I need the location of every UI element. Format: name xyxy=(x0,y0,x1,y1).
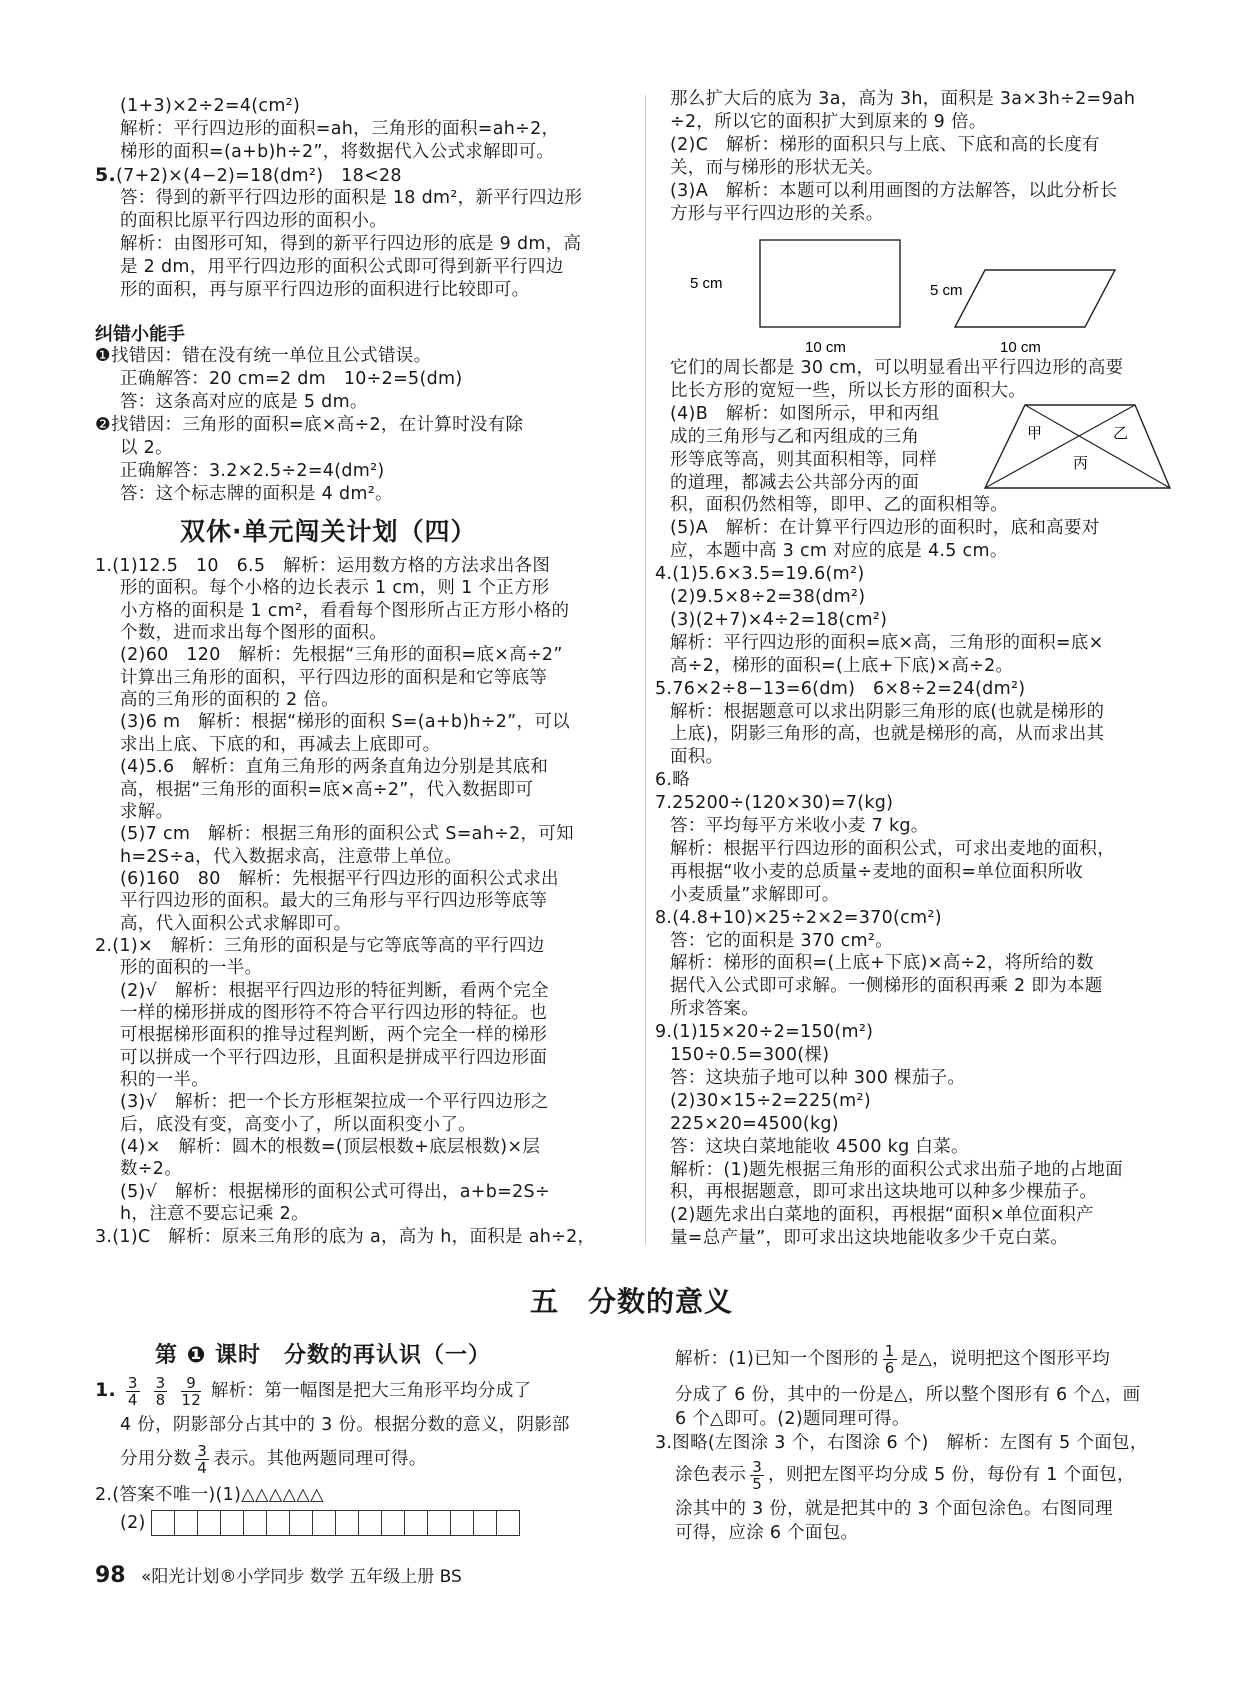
text-line: (3)A 解析：本题可以利用画图的方法解答，以此分析长 xyxy=(670,181,1118,201)
text-line: 量=总产量”，即可求出这块地能收多少千克白菜。 xyxy=(670,1228,1069,1249)
grid-cell xyxy=(381,1510,405,1536)
denominator: 5 xyxy=(752,1474,763,1493)
text-line: (3)6 m 解析：根据“梯形的面积 S=(a+b)h÷2”，可以 xyxy=(120,712,570,733)
text-line: (5)A 解析：在计算平行四边形的面积时，底和高要对 xyxy=(670,518,1100,539)
text-line: 梯形的面积=(a+b)h÷2”，将数据代入公式求解即可。 xyxy=(120,142,555,162)
grid-cell xyxy=(427,1510,451,1536)
text-line: 应，本题中高 3 cm 对应的底是 4.5 cm。 xyxy=(670,541,1008,562)
text-line: 高，代入面积公式求解即可。 xyxy=(120,913,352,934)
text-line: 答：这条高对应的底是 5 dm。 xyxy=(120,392,368,412)
fraction xyxy=(181,1375,201,1408)
text-line: 形等底等高，则其面积相等，同样 xyxy=(670,449,937,470)
text-line: 成的三角形与乙和丙组成的三角 xyxy=(670,426,920,447)
text-line: 形的面积的一半。 xyxy=(120,958,263,979)
fraction xyxy=(750,1459,764,1492)
text-line: (2)9.5×8÷2=38(dm²) xyxy=(670,587,866,607)
para-side-label: 5 cm xyxy=(930,282,963,299)
para-bottom-label: 10 cm xyxy=(1000,339,1041,356)
text-line: (2)√ 解析：根据平行四边形的特征判断，看两个完全 xyxy=(120,980,549,1001)
chapter-title: 五 分数的意义 xyxy=(530,1285,734,1318)
text-line: 解析：平行四边形的面积=ah，三角形的面积=ah÷2， xyxy=(120,119,560,139)
denominator: 12 xyxy=(181,1390,202,1409)
question-text: 解析：第一幅图是把大三角形平均分成了 xyxy=(210,1381,532,1401)
rectangle-shape xyxy=(760,240,900,327)
diagonal-line xyxy=(985,405,1135,488)
region-label-bing: 丙 xyxy=(1073,455,1089,472)
text-line: 8.(4.8+10)×25÷2×2=370(cm²) xyxy=(655,907,942,928)
text-line: (4)5.6 解析：直角三角形的两条直角边分别是其底和 xyxy=(120,757,549,778)
text-line xyxy=(675,1340,1110,1378)
text-fragment: 分用分数 xyxy=(120,1449,192,1469)
grid-cell xyxy=(312,1510,336,1536)
grid-cell xyxy=(473,1510,497,1536)
text-line: 解析：根据题意可以求出阴影三角形的底(也就是梯形的 xyxy=(670,701,1105,722)
rect-side-label: 5 cm xyxy=(690,275,723,292)
numerator: 3 xyxy=(197,1441,208,1460)
rectangle-parallelogram-figure xyxy=(670,230,1150,360)
trapezoid-shape xyxy=(985,405,1170,488)
text-line: (3)(2+7)×4÷2=18(cm²) xyxy=(670,609,888,630)
text-line: 高的三角形的面积的 2 倍。 xyxy=(120,690,339,711)
fraction xyxy=(126,1375,140,1408)
text-line: 所求答案。 xyxy=(670,999,759,1020)
text-line: 上底)，阴影三角形的高，也就是梯形的高，从而求出其 xyxy=(670,724,1105,745)
text-line: 答：这个标志牌的面积是 4 dm²。 xyxy=(120,484,393,504)
text-line: 的道理，都减去公共部分丙的面 xyxy=(670,472,920,493)
text-line: 积，再根据题意，即可求出这块地可以种多少棵茄子。 xyxy=(670,1182,1098,1203)
text-line: (2)60 120 解析：先根据“三角形的面积=底×高÷2” xyxy=(120,645,563,666)
text-line: 解析：梯形的面积=(上底+下底)×高÷2，将所给的数 xyxy=(670,953,1094,974)
text-line: ❶找错因：错在没有统一单位且公式错误。 xyxy=(95,346,432,366)
text-line: 可以拼成一个平行四边形，且面积是拼成平行四边形面 xyxy=(120,1047,548,1068)
text-line: 1.(1)12.5 10 6.5 解析：运用数方格的方法求出各图 xyxy=(95,556,551,576)
text-line: 它们的周长都是 30 cm，可以明显看出平行四边形的高要 xyxy=(670,358,1124,378)
text-line: 答：平均每平方米收小麦 7 kg。 xyxy=(670,816,929,836)
text-line: 2.(1)× 解析：三角形的面积是与它等底等高的平行四边 xyxy=(95,935,545,956)
grid-cell xyxy=(358,1510,382,1536)
text-line: 分成了 6 份，其中的一份是△，所以整个图形有 6 个△，画 xyxy=(675,1385,1141,1405)
text-line: (2) xyxy=(120,1513,146,1533)
page-footer xyxy=(95,1562,462,1588)
diagonal-line xyxy=(1025,405,1170,488)
text-line: 答：这块茄子地可以种 300 棵茄子。 xyxy=(670,1067,966,1088)
region-label-yi: 乙 xyxy=(1113,425,1129,442)
text-line xyxy=(675,1456,1135,1494)
text-fragment: 解析：(1)已知一个图形的 xyxy=(675,1349,879,1369)
text-line: (4)× 解析：圆木的根数=(顶层根数+底层根数)×层 xyxy=(120,1137,541,1158)
text-line: 是 2 dm，用平行四边形的面积公式即可得到新平行四边 xyxy=(120,257,564,277)
fraction xyxy=(195,1443,209,1476)
denominator: 8 xyxy=(155,1390,166,1409)
text-line: 答：它的面积是 370 cm²。 xyxy=(670,930,894,951)
text-line: 涂其中的 3 份，就是把其中的 3 个面包涂色。右图同理 xyxy=(675,1499,1113,1519)
text-line: 正确解答：3.2×2.5÷2=4(dm²) xyxy=(120,461,385,481)
numerator: 1 xyxy=(884,1341,895,1360)
text-line: 4 份，阴影部分占其中的 3 份。根据分数的意义，阴影部 xyxy=(120,1415,570,1435)
text-line: 平行四边形的面积。最大的三角形与平行四边形等底等 xyxy=(120,891,548,912)
text-line: 225×20=4500(kg) xyxy=(670,1113,839,1134)
text-line: 面积。 xyxy=(670,747,724,768)
question-number: 1. xyxy=(95,1379,117,1401)
question-number: 5. xyxy=(95,164,117,186)
text-line: 小方格的面积是 1 cm²，看看每个图形所占正方形小格的 xyxy=(120,600,570,621)
text-line: (2)C 解析：梯形的面积只与上底、下底和高的长度有 xyxy=(670,135,1100,155)
answer-grid xyxy=(152,1510,520,1536)
text-line: 比长方形的宽短一些，所以长方形的面积大。 xyxy=(670,380,1026,401)
text-line: 4.(1)5.6×3.5=19.6(m²) xyxy=(655,564,865,585)
text-line: 7.25200÷(120×30)=7(kg) xyxy=(655,793,894,814)
text-line: 高，根据“三角形的面积=底×高÷2”，代入数据即可 xyxy=(120,779,534,800)
text-line: 积的一半。 xyxy=(120,1070,209,1091)
text-line: 求解。 xyxy=(120,801,174,822)
text-line xyxy=(120,1440,427,1478)
text-line: 正确解答：20 cm=2 dm 10÷2=5(dm) xyxy=(120,369,463,389)
text-line: 据代入公式即可求解。一侧梯形的面积再乘 2 即为本题 xyxy=(670,976,1103,997)
grid-cell xyxy=(220,1510,244,1536)
text-line: 后，底没有变，高变小了，所以面积变小了。 xyxy=(120,1114,476,1135)
text-line: 一样的梯形拼成的图形符不符合平行四边形的特征。也 xyxy=(120,1003,548,1023)
text-line: 高÷2，梯形的面积=(上底+下底)×高÷2。 xyxy=(670,655,1014,676)
text-fragment: 是△，说明把这个图形平均 xyxy=(900,1349,1111,1369)
question-1 xyxy=(95,1368,531,1413)
text-line: (4)B 解析：如图所示，甲和丙组 xyxy=(670,403,940,424)
text-line: 关，而与梯形的形状无关。 xyxy=(670,158,884,178)
numerator: 9 xyxy=(181,1375,201,1392)
grid-cell xyxy=(243,1510,267,1536)
text-line: (3)√ 解析：把一个长方形框架拉成一个平行四边形之 xyxy=(120,1092,549,1113)
text-fragment: 涂色表示 xyxy=(675,1465,747,1485)
fraction xyxy=(154,1375,168,1408)
parallelogram-shape xyxy=(955,270,1115,327)
text-line: 积，面积仍然相等，即甲、乙的面积相等。 xyxy=(670,495,1009,516)
text-line: 可得，应涂 6 个面包。 xyxy=(675,1523,859,1543)
text-fragment: 表示。其他两题同理可得。 xyxy=(213,1449,427,1469)
text-line: 解析：根据平行四边形的面积公式，可求出麦地的面积， xyxy=(670,838,1115,859)
text-line: (1+3)×2÷2=4(cm²) xyxy=(120,96,301,116)
text-line: 解析：由图形可知，得到的新平行四边形的底是 9 dm，高 xyxy=(120,234,582,254)
text-line: 答：这块白菜地能收 4500 kg 白菜。 xyxy=(670,1136,969,1157)
grid-cell xyxy=(289,1510,313,1536)
unit-title: 双休·单元闯关计划（四） xyxy=(180,517,477,546)
column-divider xyxy=(645,95,646,1245)
text-line: 再根据“收小麦的总质量÷麦地的面积=单位面积所收 xyxy=(670,861,1084,882)
question-5 xyxy=(95,164,402,187)
text-line: 解析：平行四边形的面积=底×高，三角形的面积=底× xyxy=(670,632,1104,653)
text-line: 3.(1)C 解析：原来三角形的底为 a，高为 h，面积是 ah÷2， xyxy=(95,1226,596,1247)
text-line: (2)30×15÷2=225(m²) xyxy=(670,1090,871,1111)
rect-bottom-label: 10 cm xyxy=(805,339,846,356)
grid-cell xyxy=(404,1510,428,1536)
text-line: ÷2，所以它的面积扩大到原来的 9 倍。 xyxy=(670,112,987,132)
region-label-jia: 甲 xyxy=(1027,425,1043,442)
text-line: (6)160 80 解析：先根据平行四边形的面积公式求出 xyxy=(120,868,559,889)
grid-cell xyxy=(174,1510,198,1536)
denominator: 4 xyxy=(127,1390,138,1409)
text-line: ❷找错因：三角形的面积=底×高÷2，在计算时没有除 xyxy=(95,415,524,435)
grid-cell xyxy=(335,1510,359,1536)
grid-cell xyxy=(197,1510,221,1536)
numerator: 3 xyxy=(127,1373,138,1392)
text-line: 小麦质量”求解即可。 xyxy=(670,884,840,905)
text-line: 计算出三角形的面积，平行四边形的面积是和它等底等 xyxy=(120,667,548,688)
text-fragment: ，则把左图平均分成 5 份，每份有 1 个面包， xyxy=(768,1465,1135,1485)
text-line: 形的面积。每个小格的边长表示 1 cm，则 1 个正方形 xyxy=(120,578,550,599)
text-line: 6 个△即可。(2)题同理可得。 xyxy=(675,1409,910,1429)
book-title: «阳光计划®小学同步 数学 五年级上册 BS xyxy=(141,1567,462,1587)
text-line: 方形与平行四边形的关系。 xyxy=(670,204,884,224)
text-line: 答：得到的新平行四边形的面积是 18 dm²，新平行四边形 xyxy=(120,188,583,208)
question-3: 3.图略(左图涂 3 个，右图涂 6 个) 解析：左图有 5 个面包， xyxy=(655,1433,1148,1453)
text-line: 6.略 xyxy=(655,770,691,791)
text-line: 9.(1)15×20÷2=150(m²) xyxy=(655,1022,874,1043)
numerator: 3 xyxy=(155,1373,166,1392)
text-line: 的面积比原平行四边形的面积小。 xyxy=(120,211,387,231)
text-line: (5)√ 解析：根据梯形的面积公式可得出，a+b=2S÷ xyxy=(120,1181,550,1202)
text-line: (2)题先求出白菜地的面积，再根据“面积×单位面积产 xyxy=(670,1205,1094,1226)
text-line: h=2S÷a，代入数据求高，注意带上单位。 xyxy=(120,846,463,867)
page-number: 98 xyxy=(95,1563,126,1588)
text-line: 可根据梯形面积的推导过程判断，两个完全一样的梯形 xyxy=(120,1025,548,1046)
text-line: 求出上底、下底的和，再减去上底即可。 xyxy=(120,734,441,755)
correction-title: 纠错小能手 xyxy=(95,324,185,345)
trapezoid-figure xyxy=(975,400,1175,495)
text-line: 数÷2。 xyxy=(120,1159,182,1180)
grid-cell xyxy=(151,1510,175,1536)
numerator: 3 xyxy=(752,1457,763,1476)
text-line: 以 2。 xyxy=(120,438,173,458)
text-line: h，注意不要忘记乘 2。 xyxy=(120,1204,309,1225)
denominator: 6 xyxy=(884,1358,895,1377)
text-line: 解析：(1)题先根据三角形的面积公式求出茄子地的占地面 xyxy=(670,1159,1123,1180)
text-line: 个数，进而求出每个图形的面积。 xyxy=(120,623,387,644)
fraction xyxy=(883,1343,897,1376)
question-text: (7+2)×(4−2)=18(dm²) 18<28 xyxy=(116,166,402,186)
question-2: 2.(答案不唯一)(1)△△△△△△ xyxy=(95,1485,324,1505)
text-line: 形的面积，再与原平行四边形的面积进行比较即可。 xyxy=(120,280,530,300)
lesson-title: 第 ❶ 课时 分数的再认识（一） xyxy=(155,1343,491,1368)
grid-cell xyxy=(496,1510,520,1536)
text-line: (5)7 cm 解析：根据三角形的面积公式 S=ah÷2，可知 xyxy=(120,824,574,845)
denominator: 4 xyxy=(197,1458,208,1477)
grid-cell xyxy=(450,1510,474,1536)
text-line: 5.76×2÷8−13=6(dm) 6×8÷2=24(dm²) xyxy=(655,678,1026,699)
text-line: 150÷0.5=300(棵) xyxy=(670,1045,830,1065)
grid-cell xyxy=(266,1510,290,1536)
text-line: 那么扩大后的底为 3a，高为 3h，面积是 3a×3h÷2=9ah xyxy=(670,89,1136,109)
